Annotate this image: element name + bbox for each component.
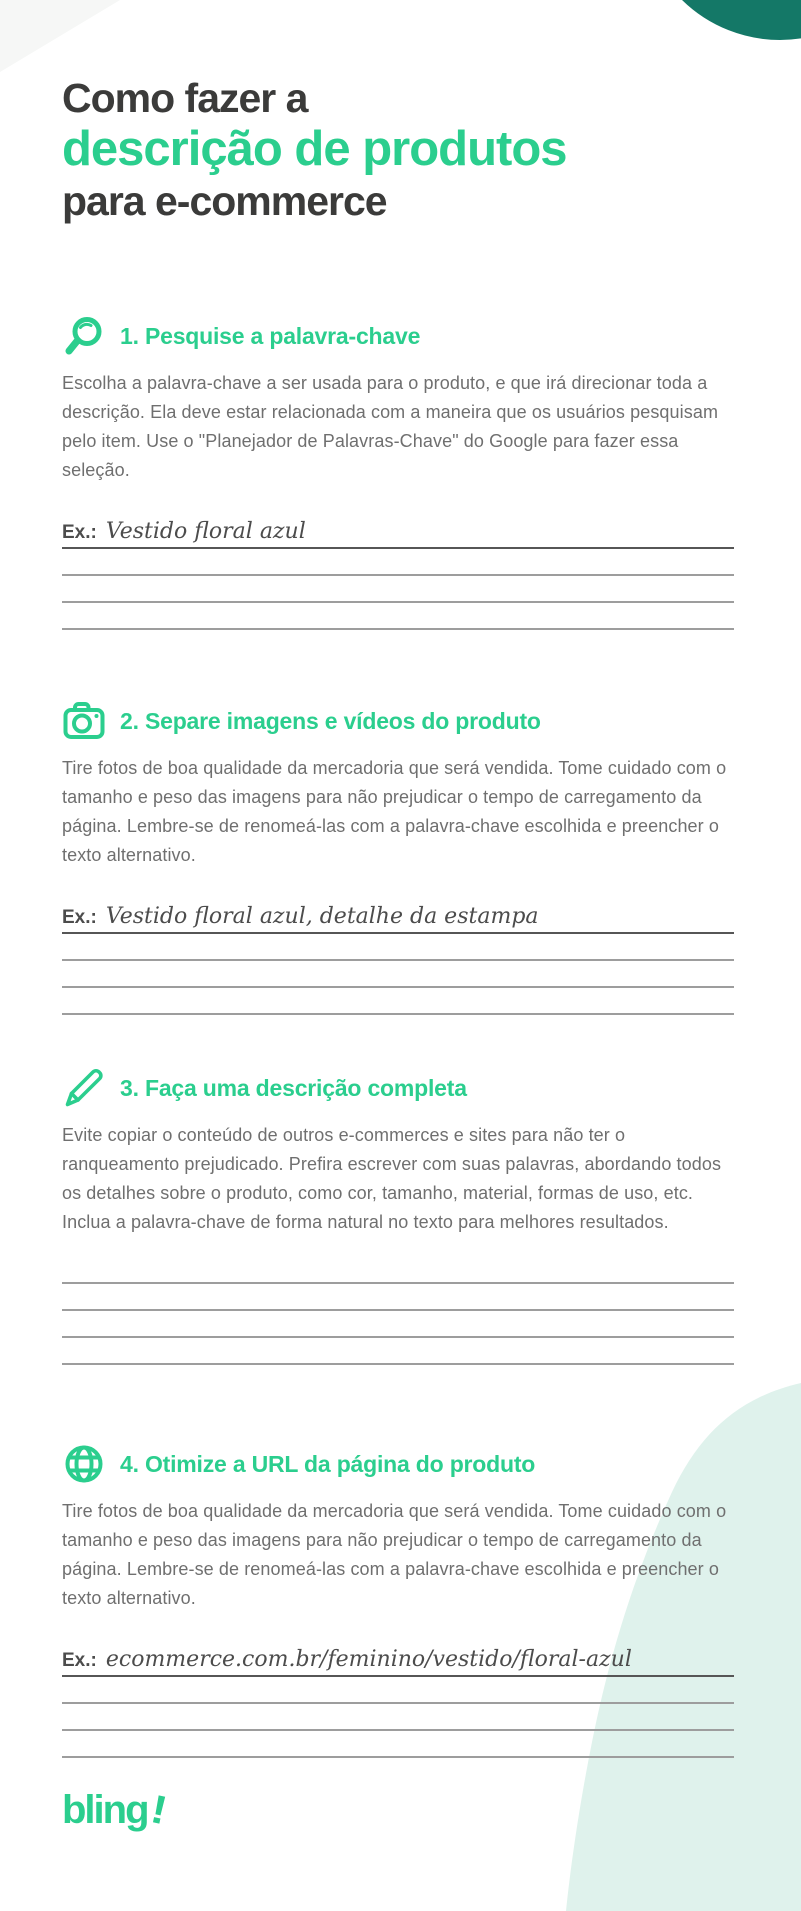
- blank-writing-line: [62, 934, 734, 961]
- bling-logo-exclamation: !: [146, 1787, 169, 1833]
- title-line-2: descrição de produtos: [62, 122, 567, 176]
- globe-icon: [62, 1442, 106, 1486]
- example-label: Ex.:: [62, 522, 97, 543]
- blank-writing-line: [62, 1284, 734, 1311]
- blank-writing-line: [62, 1677, 734, 1704]
- bling-logo-text: bling: [62, 1788, 148, 1832]
- section-2-heading: 2. Separe imagens e vídeos do produto: [120, 707, 541, 734]
- blank-writing-line: [62, 1338, 734, 1365]
- section-3-body: Evite copiar o conteúdo de outros e-commerces e sites para não ter o ranqueamento prejudicado. Prefira escrever com suas palavras, abordando todos os detalhes sobre o produto, como cor, tamanho, material, formas de uso, etc. Inclua a palavra-chave de forma natural no texto para melhores resultados.: [62, 1125, 722, 1232]
- blank-writing-line: [62, 1257, 734, 1284]
- section-step-4: [62, 1441, 734, 1758]
- section-2-body: Tire fotos de boa qualidade da mercadoria que será vendida. Tome cuidado com o tamanho e peso das imagens para não prejudicar o tempo de carregamento da página. Lembre-se de renomeá-las com a palavra-chave escolhida e preencher o texto alternativo.: [62, 758, 727, 865]
- blank-writing-line: [62, 988, 734, 1015]
- section-step-1: [62, 313, 734, 630]
- blank-writing-line: [62, 1704, 734, 1731]
- section-step-3: [62, 1065, 734, 1365]
- example-label: Ex.:: [62, 1650, 97, 1671]
- title-line-1: Como fazer a: [62, 75, 308, 121]
- section-4-heading: 4. Otimize a URL da página do produto: [120, 1450, 536, 1477]
- example-handwritten-text: ecommerce.com.br/feminino/vestido/floral-azul: [105, 1647, 632, 1672]
- section-1-example-row: [62, 519, 734, 549]
- section-1-heading: 1. Pesquise a palavra-chave: [120, 322, 421, 349]
- section-2-header: [62, 698, 734, 744]
- section-4-header: [62, 1441, 734, 1487]
- blank-writing-line: [62, 1311, 734, 1338]
- example-label: Ex.:: [62, 907, 97, 928]
- magnifier-icon: [62, 314, 106, 358]
- camera-icon: [62, 699, 106, 743]
- section-3-header: [62, 1065, 734, 1111]
- blank-writing-line: [62, 603, 734, 630]
- section-1-body: Escolha a palavra-chave a ser usada para o produto, e que irá direcionar toda a descrição. Ela deve estar relacionada com a maneira que os usuários pesquisam pelo item. Use o "Planejador de Palavras-Chave" do Google para fazer essa seleção.: [62, 373, 719, 480]
- example-handwritten-text: Vestido floral azul: [105, 519, 306, 544]
- section-4-example-row: [62, 1647, 734, 1677]
- blank-writing-line: [62, 549, 734, 576]
- section-3-heading: 3. Faça uma descrição completa: [120, 1074, 467, 1101]
- section-4-body: Tire fotos de boa qualidade da mercadoria que será vendida. Tome cuidado com o tamanho e peso das imagens para não prejudicar o tempo de carregamento da página. Lembre-se de renomeá-las com a palavra-chave escolhida e preencher o texto alternativo.: [62, 1501, 727, 1608]
- blank-writing-line: [62, 961, 734, 988]
- section-1-header: [62, 313, 734, 359]
- section-step-2: [62, 698, 734, 1015]
- section-2-example-row: [62, 904, 734, 934]
- example-handwritten-text: Vestido floral azul, detalhe da estampa: [105, 904, 539, 929]
- blank-writing-line: [62, 576, 734, 603]
- pencil-icon: [62, 1066, 106, 1110]
- title-line-3: para e-commerce: [62, 178, 387, 224]
- blank-writing-line: [62, 1731, 734, 1758]
- page-title: [62, 76, 734, 225]
